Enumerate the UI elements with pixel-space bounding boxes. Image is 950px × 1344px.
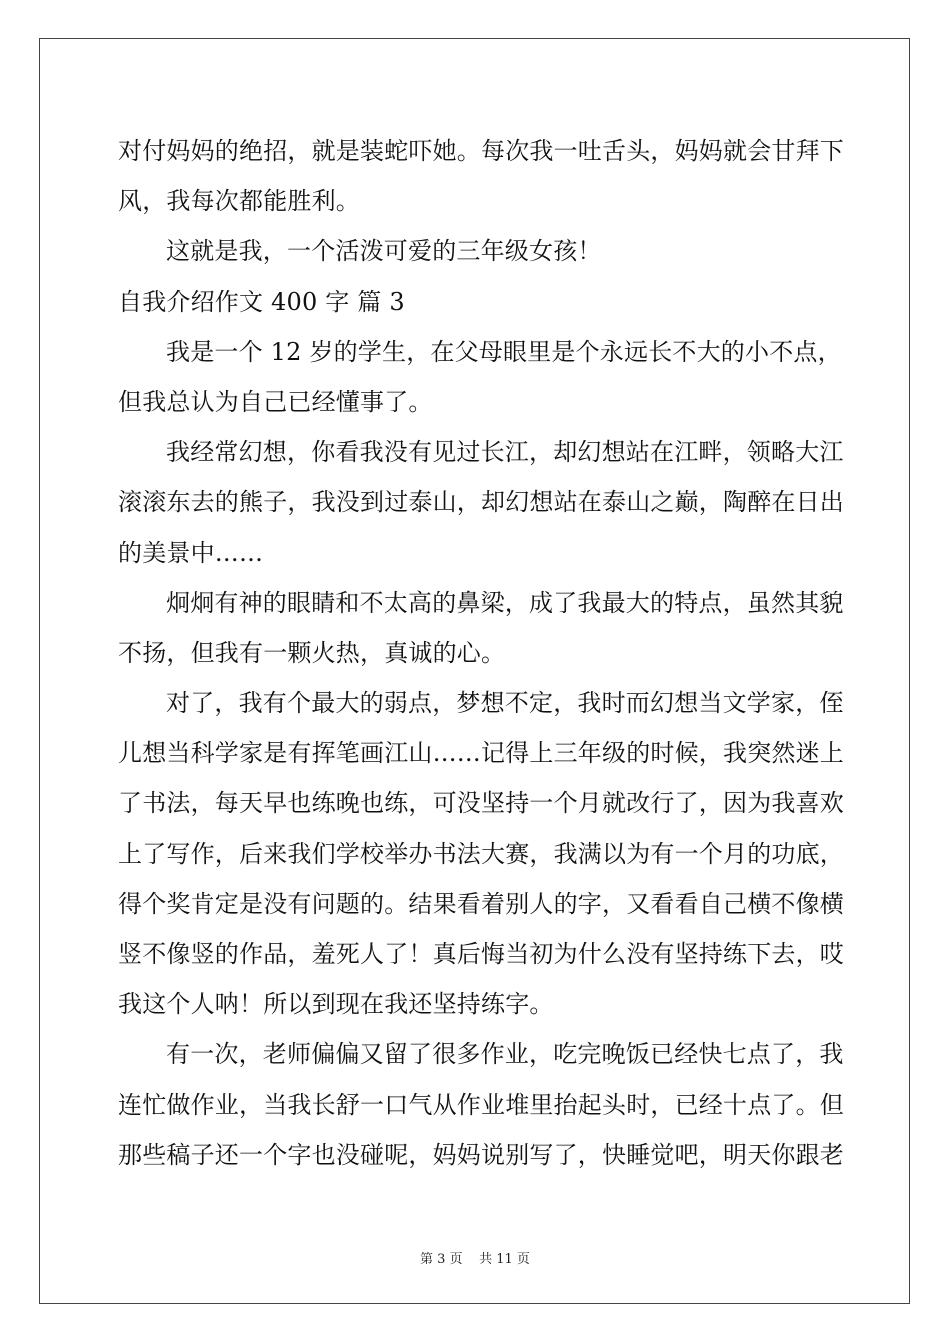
text-line: 风，我每次都能胜利。 (118, 187, 360, 216)
text-line: 我这个人呐！所以到现在我还坚持练字。 (118, 990, 554, 1019)
text-line: 我经常幻想，你看我没有见过长江，却幻想站在江畔，领略大江 (166, 438, 844, 467)
text-line: 的美景中…… (118, 538, 264, 567)
page-total: 共 11 页 (479, 1252, 530, 1267)
text-line: 这就是我，一个活泼可爱的三年级女孩！ (166, 237, 602, 266)
text-line: 竖不像竖的作品，羞死人了！真后悔当初为什么没有坚持练下去，哎 (118, 940, 844, 968)
page-number: 第 3 页 (420, 1252, 463, 1267)
document-body (118, 126, 844, 1180)
text-line: 对了，我有个最大的弱点，梦想不定，我时而幻想当文学家，侄 (166, 689, 844, 718)
text-line: 了书法，每天早也练晚也练，可没坚持一个月就改行了，因为我喜欢 (118, 789, 844, 818)
text-line: 上了写作，后来我们学校举办书法大赛，我满以为有一个月的功底， (118, 839, 844, 868)
text-line: 连忙做作业，当我长舒一口气从作业堆里抬起头时，已经十点了。但 (118, 1090, 844, 1119)
text-line: 炯炯有神的眼睛和不太高的鼻梁，成了我最大的特点，虽然其貌 (166, 588, 844, 617)
text-line: 不扬，但我有一颗火热，真诚的心。 (118, 638, 506, 667)
text-line: 我是一个 12 岁的学生，在父母眼里是个永远长不大的小不点， (166, 337, 842, 366)
text-line: 对付妈妈的绝招，就是装蛇吓她。每次我一吐舌头，妈妈就会甘拜下 (118, 137, 844, 165)
text-line: 滚滚东去的熊子，我没到过泰山，却幻想站在泰山之巅，陶醉在日出 (118, 488, 844, 517)
page-footer (0, 1248, 950, 1267)
section-heading: 自我介绍作文 400 字 篇 3 (118, 287, 405, 316)
text-line: 儿想当科学家是有挥笔画江山……记得上三年级的时候，我突然迷上 (118, 739, 844, 768)
text-line: 那些稿子还一个字也没碰呢，妈妈说别写了，快睡觉吧，明天你跟老 (118, 1140, 844, 1169)
text-line: 但我总认为自己已经懂事了。 (118, 387, 433, 416)
text-line: 得个奖肯定是没有问题的。结果看着别人的字，又看看自己横不像横 (118, 889, 844, 918)
text-line: 有一次，老师偏偏又留了很多作业，吃完晚饭已经快七点了，我 (166, 1040, 844, 1069)
